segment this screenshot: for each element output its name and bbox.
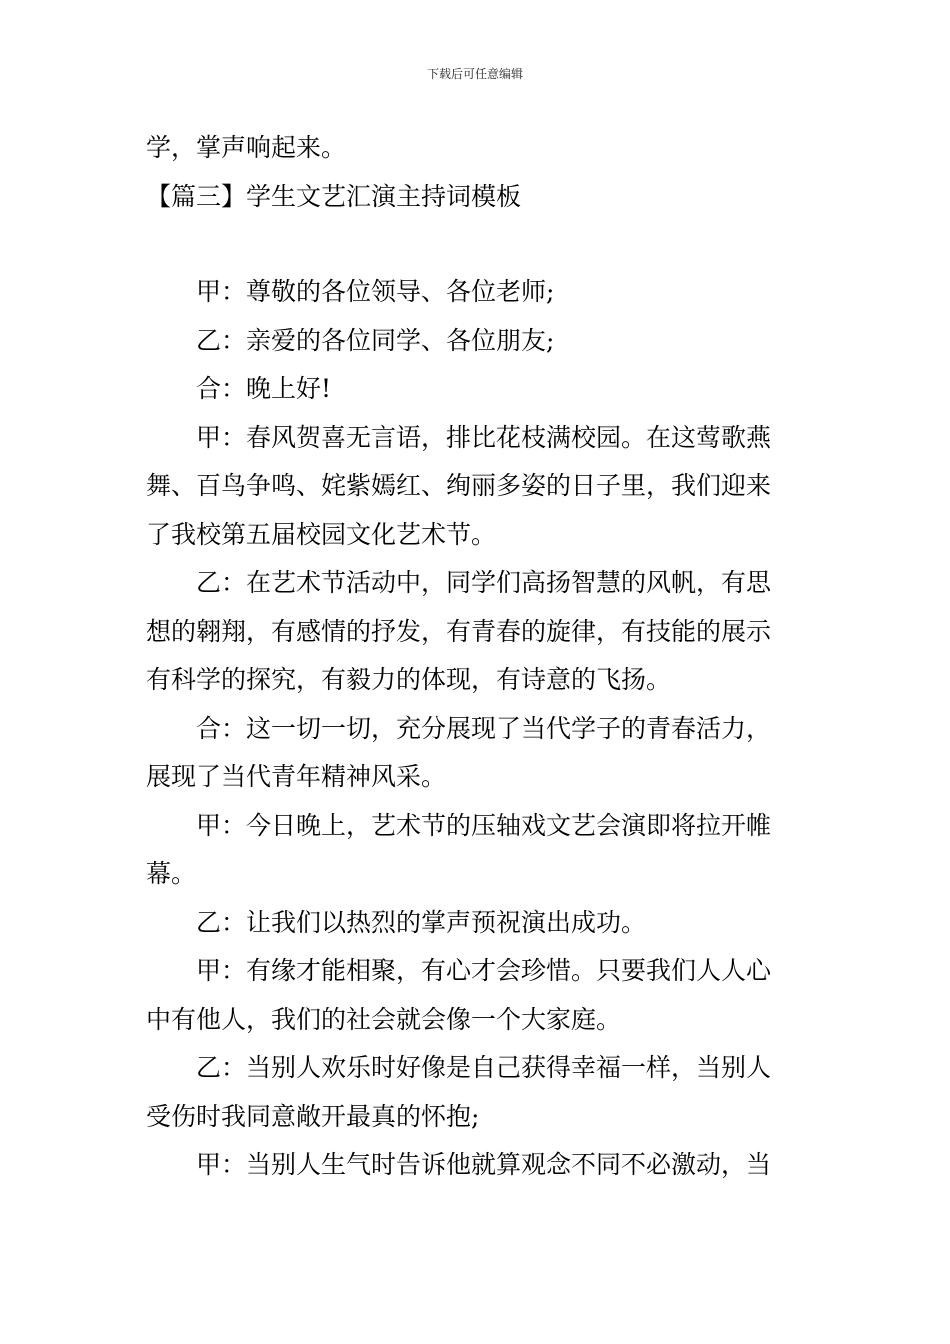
- page-header: 下载后可任意编辑: [426, 67, 523, 81]
- dialogue-line: 乙：亲爱的各位同学、各位朋友;: [196, 325, 555, 355]
- paragraph-line: 想的翱翔，有感情的抒发，有青春的旋律，有技能的展示: [146, 616, 772, 646]
- section-title: 【篇三】学生文艺汇演主持词模板: [146, 181, 522, 211]
- paragraph-line: 展现了当代青年精神风采。: [146, 762, 447, 791]
- paragraph-line: 有科学的探究，有毅力的体现，有诗意的飞扬。: [146, 665, 672, 694]
- dialogue-line: 乙：在艺术节活动中，同学们高扬智慧的风帆，有思: [196, 568, 772, 597]
- dialogue-line: 甲：有缘才能相聚，有心才会珍惜。只要我们人人心: [196, 956, 772, 985]
- blank-line: [146, 221, 812, 268]
- paragraph-line: 幕。: [146, 859, 197, 888]
- dialogue-line: 乙：当别人欢乐时好像是自己获得幸福一样，当别人: [196, 1053, 772, 1082]
- dialogue-line: 合：晚上好!: [196, 374, 332, 403]
- paragraph-line: 中有他人，我们的社会就会像一个大家庭。: [146, 1004, 622, 1034]
- dialogue-line: 甲：尊敬的各位领导、各位老师;: [196, 277, 555, 306]
- document-body: [146, 124, 812, 1190]
- paragraph-line: 舞、百鸟争鸣、姹紫嫣红、绚丽多姿的日子里，我们迎来: [146, 471, 772, 500]
- paragraph-line: 了我校第五届校园文化艺术节。: [146, 519, 497, 549]
- dialogue-line: 合：这一切一切，充分展现了当代学子的青春活力，: [196, 713, 772, 743]
- dialogue-line: 甲：春风贺喜无言语，排比花枝满校园。在这莺歌燕: [196, 422, 772, 452]
- paragraph-line: 学，掌声响起来。: [146, 133, 347, 162]
- dialogue-line: 甲：今日晚上，艺术节的压轴戏文艺会演即将拉开帷: [196, 810, 772, 840]
- paragraph-line: 受伤时我同意敞开最真的怀抱;: [146, 1101, 480, 1131]
- dialogue-line: 乙：让我们以热烈的掌声预祝演出成功。: [196, 907, 647, 937]
- dialogue-line: 甲：当别人生气时告诉他就算观念不同不必激动，当: [196, 1150, 772, 1179]
